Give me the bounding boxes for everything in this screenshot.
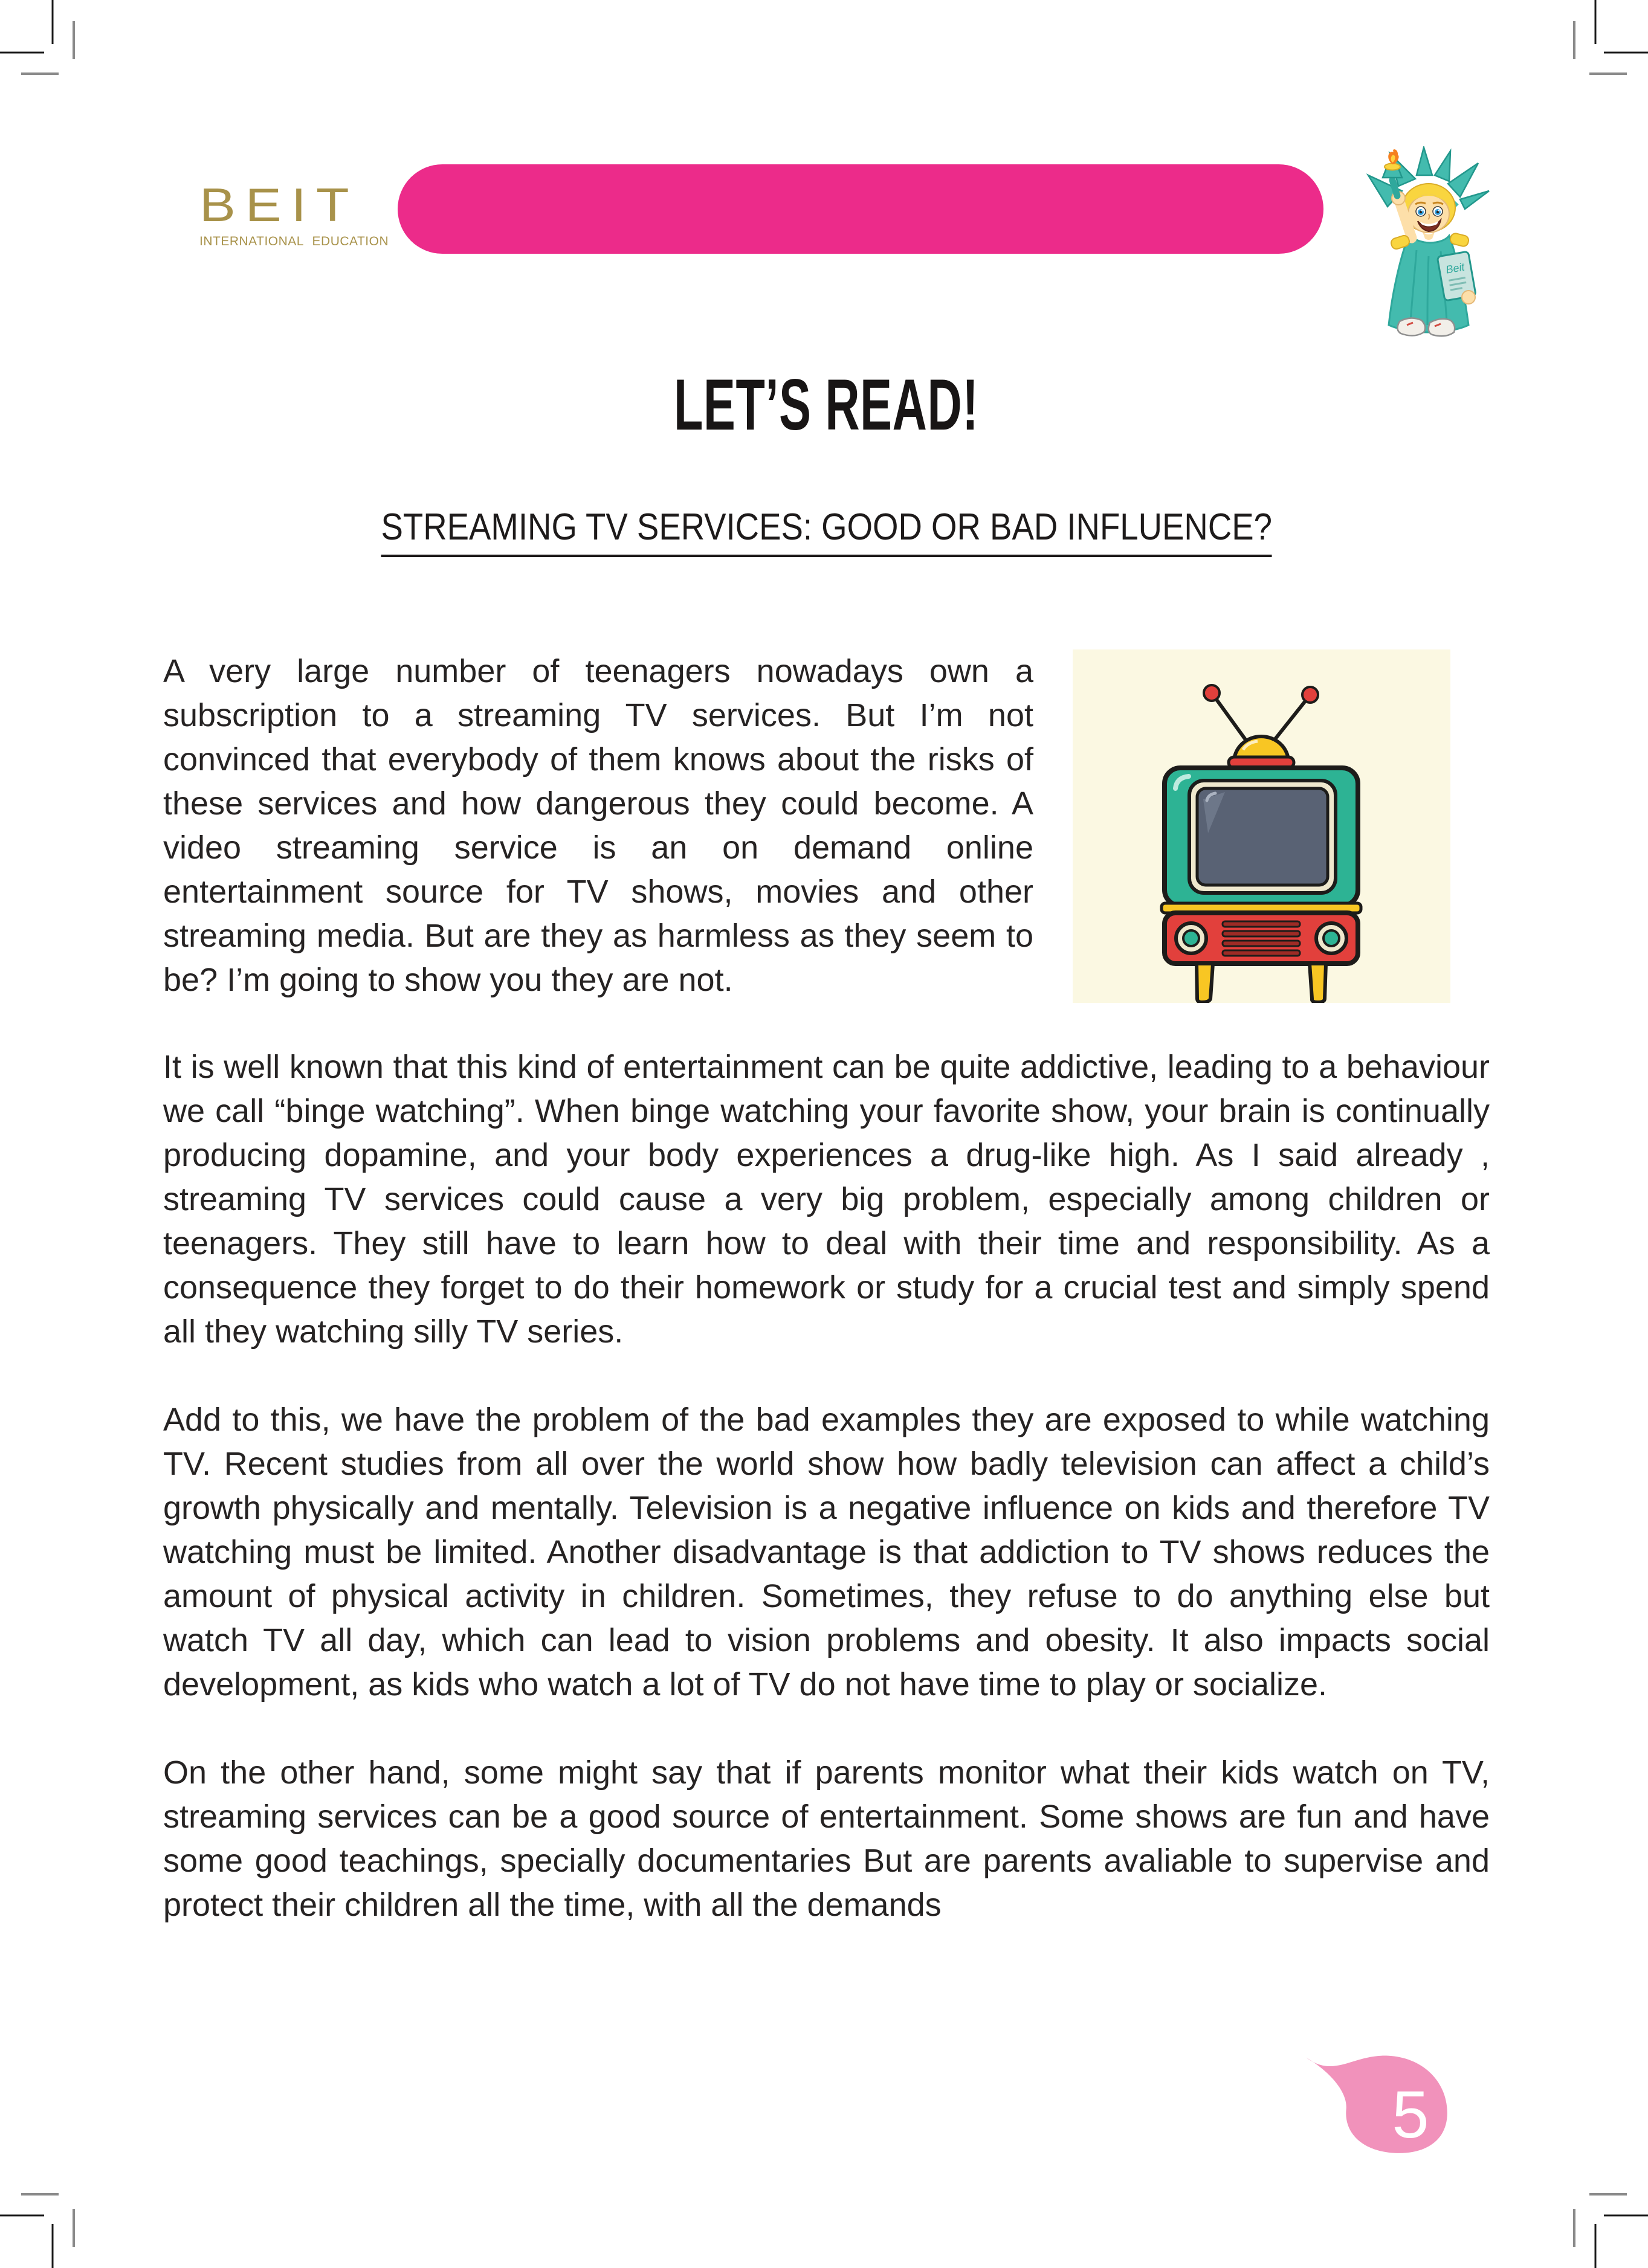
pink-header-banner — [398, 164, 1323, 254]
beit-logo-tagline: INTERNATIONAL EDUCATION — [199, 234, 389, 248]
retro-tv-illustration — [1073, 649, 1450, 1003]
article-paragraph: On the other hand, some might say that if parents monitor what their kids watch on TV, streaming services can be a good source of entertainment. Some shows are fun and have some good teachings, specially documentaries But are parents avaliable to supervise and protect their children all the time, with all the demands — [163, 1754, 1490, 1923]
page-title: LET’S READ! — [674, 364, 979, 445]
article-paragraph: Add to this, we have the problem of the bad examples they are exposed to while watching TV. Recent studies from all over the world show how badly television can affect a child’s growth physically and mentally. Television is a negative influence on kids and therefore TV watching must be limited. Another disadvantage is that addiction to TV shows reduces the amount of physical activity in children. Sometimes, they refuse to do anything else but watch TV all day, which can lead to vision problems and obesity. It also impacts social development, as kids who watch a lot of TV do not have time to play or socialize. — [163, 1402, 1490, 1703]
beit-logo-name: BEIT — [199, 178, 359, 231]
beit-logo — [199, 178, 389, 249]
page-number-blob — [1299, 2053, 1488, 2154]
page-number: 5 — [1392, 2078, 1429, 2152]
article-paragraph: A very large number of teenagers nowadays own a subscription to a streaming TV services. But I’m not convinced that everybody of them knows about the risks of these services and how dangerous they could become. A video streaming service is an on demand online entertainment source for TV shows, movies and other streaming media. But are they as harmless as they seem to be? I’m going to show you they are not. — [163, 653, 1033, 998]
article-paragraph: It is well known that this kind of entertainment can be quite addictive, leading to a behaviour we call “binge watching”. When binge watching your favorite show, your brain is continually producing dopamine, and your body experiences a drug-like high. As I said already , streaming TV services could cause a very big problem, especially among children or teenagers. They still have to learn how to deal with their time and responsibility. As a consequence they forget to do their homework or study for a crucial test and simply spend all they watching silly TV series. — [163, 1049, 1490, 1350]
reading-subtitle: STREAMING TV SERVICES: GOOD OR BAD INFLUENCE? — [381, 507, 1272, 557]
mascot-tablet-label: Beit — [1444, 260, 1465, 276]
statue-of-liberty-mascot — [1365, 146, 1491, 340]
